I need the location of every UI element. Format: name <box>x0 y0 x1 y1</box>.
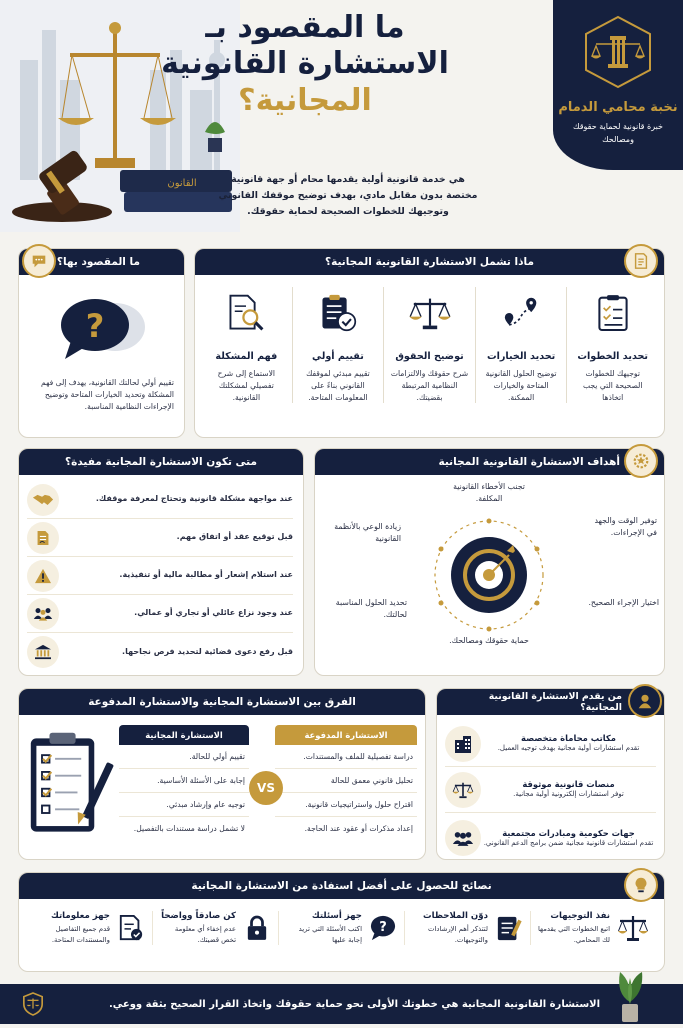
provider-item-body <box>481 733 656 754</box>
providers-title: من يقدم الاستشارة القانونية المجانية؟ <box>488 691 622 713</box>
tip-item-text: اكتب الأسئلة التي تريد إجابة عليها <box>298 925 362 944</box>
lock-icon <box>242 913 272 943</box>
footer-bar <box>0 984 683 1024</box>
tip-item-body <box>33 911 110 945</box>
scales-icon <box>445 772 481 808</box>
tip-item-body <box>285 911 362 945</box>
provider-item <box>445 813 656 860</box>
question-bubble-icon <box>57 295 149 369</box>
goal-bottom: حماية حقوقك ومصالحك. <box>449 636 529 645</box>
when-item-text: قبل رفع دعوى قضائية لتحديد فرص نجاحها. <box>122 646 293 656</box>
when-item-text: عند مواجهة مشكلة قانونية وتحتاج لمعرفة موقفك. <box>95 494 293 504</box>
notes-icon <box>494 913 524 943</box>
tip-item-body <box>159 911 236 945</box>
tip-item-text: لتتذكر أهم الإرشادات والتوجيهات. <box>428 925 488 944</box>
when-list <box>19 475 303 671</box>
provider-item-title: منصات قانونية موثوقة <box>522 779 615 790</box>
provider-item-text: توفر استشارات إلكترونية أولية مجانية. <box>513 790 624 799</box>
goal-bottom-right: اختيار الإجراء الصحيح. <box>588 598 659 607</box>
includes-title: ماذا تشمل الاستشارة القانونية المجانية؟ <box>325 256 534 268</box>
scales-icon <box>388 287 471 339</box>
include-item-text: توجيهك للخطوات الصحيحة التي يجب اتخاذها <box>582 369 643 402</box>
difference-card-header <box>19 689 425 715</box>
include-item-text: شرح حقوقك والالتزامات النظامية المرتبطة بقضيتك. <box>390 369 469 402</box>
free-item: إجابة على الأسئلة الأساسية. <box>119 769 249 793</box>
document-search-icon <box>205 287 288 339</box>
tip-item-text: اتبع الخطوات التي يقدمها لك المحامي. <box>537 925 610 944</box>
paid-item: تحليل قانوني معمق للحالة <box>275 769 417 793</box>
tips-title: نصائح للحصول على أفضل استفادة من الاستشارة المجانية <box>191 880 492 892</box>
include-item <box>292 287 384 403</box>
when-item <box>27 557 293 595</box>
tip-item <box>278 911 404 945</box>
difference-title: الفرق بين الاستشارة المجانية والاستشارة المدفوعة <box>88 696 356 708</box>
includes-list <box>195 275 664 403</box>
when-item <box>27 633 293 671</box>
when-item <box>27 481 293 519</box>
document-check-icon <box>116 913 146 943</box>
provider-item-text: تقدم استشارات قانونية مجانية ضمن برامج الدعم القانوني. <box>483 838 654 847</box>
free-column <box>119 725 249 841</box>
tip-item-title: جهز أسئلتك <box>311 911 362 921</box>
tip-item <box>404 911 530 945</box>
plant-icon <box>610 966 650 1024</box>
hero-description: هي خدمة قانونية أولية يقدمها محام أو جهة قانونية مختصة بدون مقابل مادي، بهدف توضيح موقفك القانوني وتوجيهك للخطوات الصحيحة لحماية حقوقك. <box>218 174 478 217</box>
tip-item-text: عدم إخفاء أي معلومة تخص قضيتك. <box>174 925 236 944</box>
tip-item-title: نفذ التوجيهات <box>550 911 610 921</box>
free-item: لا تشمل دراسة مستندات بالتفصيل. <box>133 824 245 833</box>
scales-icon <box>616 913 650 943</box>
warning-icon <box>27 560 59 592</box>
brand-tagline: خبرة قانونية لحماية حقوقك ومصالحك <box>572 122 663 144</box>
lightbulb-icon <box>624 868 658 902</box>
when-item <box>27 595 293 633</box>
clipboard-check-icon <box>297 287 380 339</box>
provider-item-body <box>481 779 656 800</box>
checklist-icon <box>571 287 654 339</box>
paid-item: دراسة تفصيلية للملف والمستندات. <box>275 745 417 769</box>
hero-title-line3: المجانية؟ <box>238 83 372 118</box>
goals-card <box>314 448 665 676</box>
people-icon <box>27 598 59 630</box>
tips-card <box>18 872 665 972</box>
when-item-text: قبل توقيع عقد أو اتفاق مهم. <box>176 532 293 542</box>
when-item-text: عند وجود نزاع عائلي أو تجاري أو عمالي. <box>134 608 293 618</box>
shield-scales-icon <box>20 991 46 1017</box>
hero-title-line2: الاستشارة القانونية <box>161 46 449 81</box>
document-edit-icon <box>624 244 658 278</box>
goals-diagram <box>315 475 665 676</box>
handshake-icon <box>27 484 59 516</box>
provider-item-title: مكاتب محاماة متخصصة <box>521 733 616 744</box>
tip-item <box>152 911 278 945</box>
paid-column <box>275 725 417 841</box>
community-icon <box>445 820 481 856</box>
clipboard-pen-icon <box>25 729 115 845</box>
tip-item-title: كن صادقاً وواضحاً <box>161 911 236 921</box>
goal-bottom-left: تحديد الحلول المناسبة لحالتك. <box>335 598 407 620</box>
paid-item: اقتراح حلول واستراتيجيات قانونية. <box>275 793 417 817</box>
include-item-text: تقييم مبدئي لموقفك القانوني بناءً على المعلومات المتاحة. <box>306 369 370 402</box>
tip-item <box>27 911 152 945</box>
building-icon <box>445 726 481 762</box>
include-item <box>201 287 292 403</box>
book-label: القانون <box>167 178 197 189</box>
provider-item <box>445 721 656 767</box>
brand-name: نخبة محامي الدمام <box>558 100 678 115</box>
hero-title-line1: ما المقصود بـ <box>205 10 405 45</box>
vs-badge <box>249 771 283 805</box>
provider-item-body <box>481 828 656 849</box>
includes-card-header <box>195 249 664 275</box>
when-title: متى تكون الاستشارة المجانية مفيدة؟ <box>65 456 257 468</box>
include-item-title: فهم المشكلة <box>215 351 278 362</box>
tips-card-header <box>19 873 664 899</box>
include-item <box>566 287 658 403</box>
tip-item-title: دوّن الملاحظات <box>423 911 488 921</box>
include-item <box>475 287 567 403</box>
include-item <box>383 287 475 403</box>
goal-top-right: توفير الوقت والجهد في الإجراءات. <box>594 516 657 538</box>
logo-icon <box>580 14 656 90</box>
when-card <box>18 448 304 676</box>
includes-card <box>194 248 665 438</box>
tip-item-title: جهز معلوماتك <box>50 911 110 921</box>
include-item-title: تحديد الخطوات <box>577 351 649 362</box>
provider-item-text: تقدم استشارات أولية مجانية بهدف توجيه العميل. <box>497 744 640 753</box>
goals-card-header <box>315 449 664 475</box>
include-item-text: توضيح الحلول القانونية المتاحة والخيارات الممكنة. <box>485 369 557 402</box>
include-item-title: توضيح الحقوق <box>395 351 464 362</box>
tip-item <box>530 911 656 945</box>
providers-card <box>436 688 665 860</box>
gear-star-icon <box>624 444 658 478</box>
provider-item-title: جهات حكومية ومبادرات مجتمعية <box>502 827 635 838</box>
contract-icon <box>27 522 59 554</box>
tip-item-body <box>537 911 610 945</box>
include-item-text: الاستماع إلى شرح تفصيلي لمشكلتك القانونية. <box>217 369 276 402</box>
free-label: الاستشارة المجانية <box>119 725 249 745</box>
hero-title <box>150 10 460 120</box>
goal-top: تجنب الأخطاء القانونية المكلفة. <box>453 482 525 504</box>
tips-list <box>19 899 664 945</box>
meaning-title: ما المقصود بها؟ <box>56 256 140 268</box>
when-item <box>27 519 293 557</box>
brand-panel <box>553 0 683 170</box>
footer-text: الاستشارة القانونية المجانية هي خطوتك الأولى نحو حماية حقوقك واتخاذ القرار الصحيح بثقة ووعي. <box>108 998 601 1010</box>
include-item-title: تقييم أولي <box>312 351 364 362</box>
svg-text:?: ? <box>379 919 387 935</box>
meaning-text: تقييم أولي لحالتك القانونية، يهدف إلى فهم المشكلة وتحديد الخيارات المتاحة وتوضيح الإجراءات النظامية المناسبة. <box>41 378 174 411</box>
route-icon <box>480 287 563 339</box>
paid-item: إعداد مذكرات أو عقود عند الحاجة. <box>304 824 413 833</box>
when-card-header <box>19 449 303 475</box>
courthouse-icon <box>27 636 59 668</box>
chat-bubble-icon <box>22 244 56 278</box>
goals-title: أهداف الاستشارة القانونية المجانية <box>438 456 620 468</box>
difference-card <box>18 688 426 860</box>
user-icon <box>628 684 662 718</box>
svg-text:?: ? <box>85 307 105 345</box>
tip-item-text: قدم جميع التفاصيل والمستندات المتاحة. <box>51 925 110 944</box>
provider-item <box>445 767 656 813</box>
providers-list <box>437 715 664 860</box>
paid-label: الاستشارة المدفوعة <box>275 725 417 745</box>
question-bubble-icon <box>368 913 398 943</box>
vs-label: VS <box>257 781 275 795</box>
goal-top-left: زيادة الوعي بالأنظمة القانونية <box>334 522 401 544</box>
free-item: تقييم أولي للحالة. <box>119 745 249 769</box>
include-item-title: تحديد الخيارات <box>486 351 556 362</box>
tip-item-body <box>411 911 488 945</box>
when-item-text: عند استلام إشعار أو مطالبة مالية أو تنفيذية. <box>119 570 293 580</box>
free-item: توجيه عام وإرشاد مبدئي. <box>119 793 249 817</box>
